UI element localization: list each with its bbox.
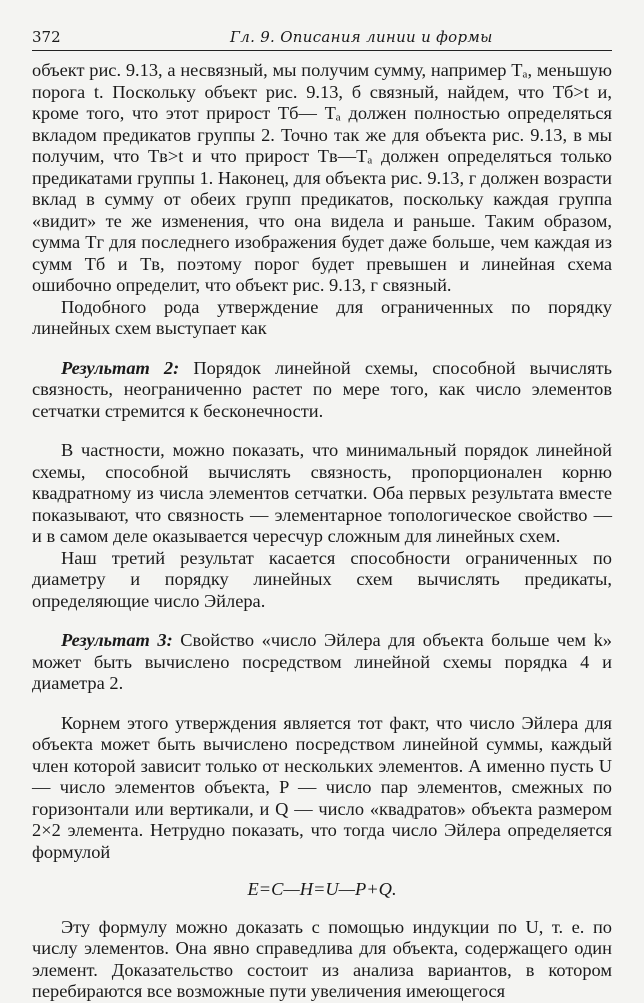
page-number: 372: [32, 28, 61, 46]
result-3-block: [32, 630, 612, 695]
paragraph-4: Наш третий результат касается способности ограниченных по диаметру и порядку линейных схем вычислять предикаты, определяющие число Эйлера.: [32, 547, 612, 611]
paragraph-5: Корнем этого утверждения является тот факт, что число Эйлера для объекта может быть вычислено посредством линейной суммы, каждый член которой зависит только от нескольких элементов. А именно пусть U — число элементов объекта, P — число пар элементов, смежных по горизонтали или вертикали, и Q — число «квадратов» объекта размером 2×2 элемента. Нетрудно показать, что тогда число Эйлера определяется формулой: [32, 712, 612, 862]
result-3-text: Свойство «число Эйлера для объекта больше чем k» может быть вычислено посредством линейной схемы порядка 4 и диаметра 2.: [32, 630, 612, 693]
body-text: [32, 60, 612, 1003]
euler-formula: E=C—H=U—P+Q.: [247, 879, 397, 899]
running-head: Гл. 9. Описания линии и формы: [230, 28, 493, 46]
result-2-title: Результат 2:: [61, 357, 180, 378]
result-2: [32, 358, 612, 423]
page-header: [32, 26, 612, 51]
paragraph-2: Подобного рода утверждение для ограниченных по порядку линейных схем выступает как: [32, 296, 612, 338]
result-2-text: Порядок линейной схемы, способной вычислять связность, неограниченно растет по мере того, как число элементов сетчатки стремится к бесконечности.: [32, 357, 612, 421]
result-3-title: Результат 3:: [61, 630, 173, 650]
result-3: [32, 630, 612, 695]
paragraph-1: объект рис. 9.13, a несвязный, мы получим сумму, например Tₐ, меньшую порога t. Поскольку объект рис. 9.13, б связный, найдем, что Tб>t и, кроме того, что этот прирост Tб— Tₐ должен полностью определяться вкладом предикатов группы 2. Точно так же для объекта рис. 9.13, в мы получим, что Tв>t и что прирост Tв—Tₐ должен определяться только предикатами группы 1. Наконец, для объекта рис. 9.13, г должен возрасти вклад в сумму от обеих групп предикатов, поскольку каждая группа «видит» те же изменения, что она видела и раньше. Таким образом, сумма Tг для последнего изображения будет даже больше, чем каждая из сумм Tб и Tв, поэтому порог будет превышен и линейная схема ошибочно определит, что объект рис. 9.13, г связный.: [32, 60, 612, 295]
result-2-block: [32, 358, 612, 423]
paragraph-3: В частности, можно показать, что минимальный порядок линейной схемы, способной вычислять связность, пропорционален корню квадратному из числа элементов сетчатки. Оба первых результата вместе показывают, что связность — элементарное топологическое свойство — и в самом деле оказывается чересчур сложным для линейных схем.: [32, 440, 612, 546]
paragraph-6: Эту формулу можно доказать с помощью индукции по U, т. е. по числу элементов. Она явно справедлива для объекта, содержащего один элемент. Доказательство состоит из анализа вариантов, в котором перебираются все возможные пути увеличения имеющегося: [32, 916, 612, 1001]
